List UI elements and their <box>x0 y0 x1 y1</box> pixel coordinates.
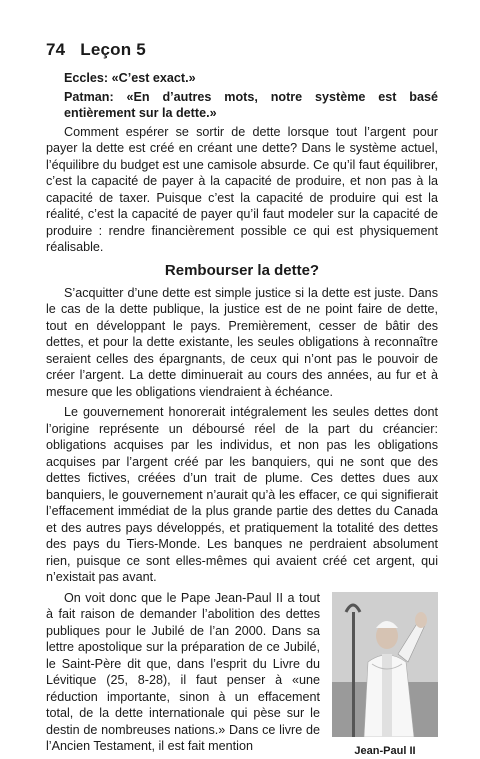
pope-illustration <box>332 592 438 737</box>
figure-block <box>46 590 438 759</box>
page-header <box>46 40 146 60</box>
paragraph-3: Le gouvernement honorerait intégralement les seules dettes dont l’origine représente un déboursé réel de la part du créancier: obligations acquises par les individus, et non pas les obligations acquises par l’argent créé par les banquiers, qui ne sont que des dettes fictives, créées d’un trait de plume. Ces dettes dues aux banquiers, le gouvernement n’aurait qu’à les effacer, ce qui signifierait l’effacement immédiat de la plus grande partie des dettes du Canada et des autres pays développés, et pratiquement la totalité des dettes des pays du Tiers-Monde. Les banques ne perdraient absolument rien, puisque ce sont elles-mêmes qui avaient créé cet argent, qui n’existait pas avant. <box>46 404 438 586</box>
page-number: 74 <box>46 40 65 59</box>
figure-caption: Jean-Paul II <box>332 743 438 759</box>
dialogue-patman: Patman: «En d’autres mots, notre système est basé entièrement sur la dette.» <box>46 89 438 122</box>
lesson-title: Leçon 5 <box>80 40 146 59</box>
figure <box>332 592 438 759</box>
page-body <box>46 70 438 759</box>
paragraph-4: On voit donc que le Pape Jean-Paul II a tout à fait raison de demander l’abolition des dettes publiques pour le Jubilé de l’an 2000. Dans sa lettre apostolique sur la préparation de ce Jubilé, le Saint-Père dit que, dans l’esprit du Livre du Lévitique (25, 8-28), il faut penser à «une réduction importante, sinon à un effacement total, de la dette internationale qui pèse sur le destin de nombreuses nations.» Dans ce livre de l’Ancien Testament, il est fait mention <box>46 590 438 755</box>
section-heading: Rembourser la dette? <box>46 262 438 280</box>
paragraph-1: Comment espérer se sortir de dette lorsque tout l’argent pour payer la dette est créé en créant une dette? Dans le système actuel, l’équilibre du budget est une camisole absurde. Ce qu’il faut équilibrer, c’est la capacité de payer à la capacité de produire, et non pas à la capacité de taxer. Puisque c’est la capacité de produire qui est la réalité, c’est la capacité de payer qu’il faut modeler sur la capacité de produire : rendre financièrement possible ce qui est physiquement réalisable. <box>46 124 438 256</box>
dialogue-eccles: Eccles: «C’est exact.» <box>46 70 438 87</box>
pope-photo <box>332 592 438 737</box>
paragraph-2: S’acquitter d’une dette est simple justice si la dette est juste. Dans le cas de la dette publique, la justice est de ne point faire de dette, tout en développant le pays. Premièrement, cesser de bâtir des dettes, et pour la dette existante, les seules obligations à reconnaître seraient celles des épargnants, de ceux qui n’ont pas le pouvoir de créer l’argent. La dette diminuerait au cours des années, au fur et à mesure que les obligations viendraient à échéance. <box>46 285 438 401</box>
